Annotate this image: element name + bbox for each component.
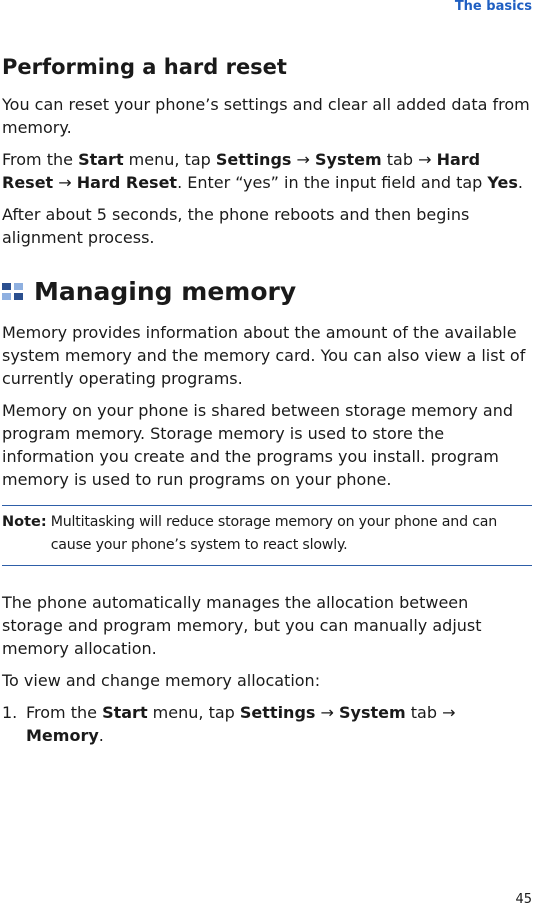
chapter-title: The basics (454, 0, 532, 14)
section-title-hard-reset: Performing a hard reset (2, 55, 287, 79)
note-box (2, 505, 532, 566)
step-text: From the Start menu, tap Settings → System tab → Memory. (26, 703, 456, 745)
step-1 (2, 701, 532, 747)
page-content (2, 52, 532, 747)
memory-paragraph-2: Memory on your phone is shared between storage memory and program memory. Storage memory is used to store the information you create and the programs you install. program memory is used to run programs on your phone. (2, 401, 514, 489)
memory-paragraph-1: Memory provides information about the amount of the available system memory and the memory card. You can also view a list of currently operating programs. (2, 323, 526, 388)
note-label: Note: (2, 514, 47, 530)
page-number: 45 (515, 892, 532, 907)
hard-reset-intro: You can reset your phone’s settings and clear all added data from memory. (2, 95, 530, 137)
section-title-managing-memory: Managing memory (34, 277, 297, 306)
managing-memory-heading (2, 275, 532, 309)
memory-paragraph-4: To view and change memory allocation: (2, 671, 321, 690)
hard-reset-instructions: From the Start menu, tap Settings → System tab → Hard Reset → Hard Reset. Enter “yes” in the input field and tap Yes. (2, 150, 523, 192)
memory-paragraph-3: The phone automatically manages the allocation between storage and program memory, but you can manually adjust memory allocation. (2, 593, 482, 658)
hard-reset-after: After about 5 seconds, the phone reboots and then begins alignment process. (2, 205, 470, 247)
four-square-icon (2, 283, 24, 301)
step-number: 1. (2, 703, 18, 722)
note-text: Multitasking will reduce storage memory on your phone and can cause your phone’s system to react slowly. (50, 514, 498, 553)
